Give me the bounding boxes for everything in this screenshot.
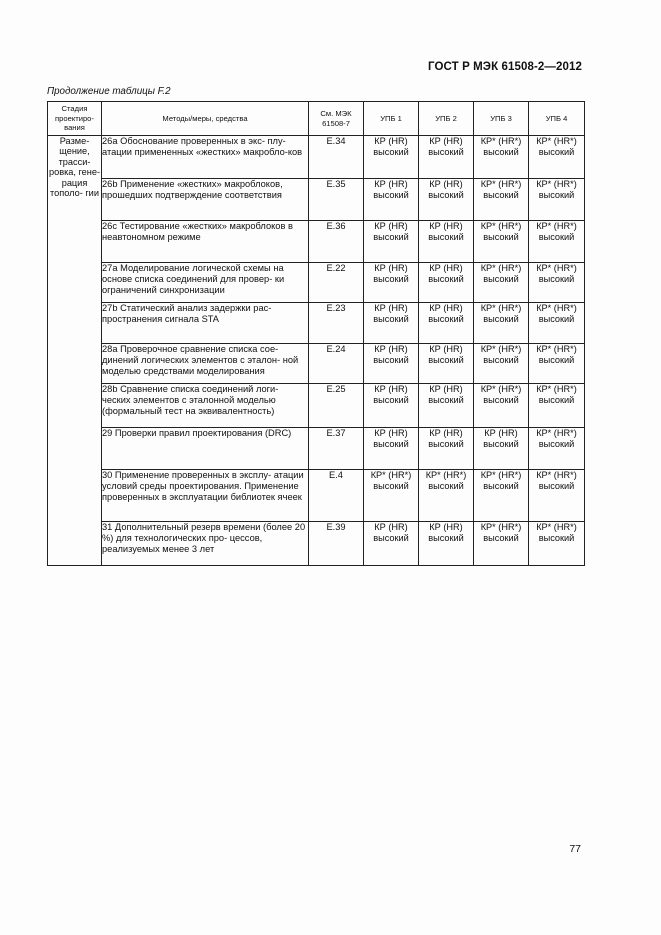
header-row bbox=[48, 102, 585, 136]
sil2-cell: КР (HR) высокий bbox=[419, 303, 474, 344]
sil1-cell: КР (HR) высокий bbox=[364, 303, 419, 344]
sil4-cell: КР* (HR*) высокий bbox=[529, 344, 585, 384]
col-header-sil1: УПБ 1 bbox=[364, 102, 419, 136]
method-cell: 30 Применение проверенных в эксплу- атации условий среды проектирования. Применение проверенных в эксплуатации библиотек ячеек bbox=[102, 470, 309, 522]
sil1-cell: КР (HR) высокий bbox=[364, 384, 419, 428]
sil4-cell: КР* (HR*) высокий bbox=[529, 384, 585, 428]
sil4-cell: КР* (HR*) высокий bbox=[529, 179, 585, 221]
sil3-cell: КР* (HR*) высокий bbox=[474, 179, 529, 221]
sil4-cell: КР* (HR*) высокий bbox=[529, 522, 585, 566]
methods-table bbox=[47, 101, 585, 566]
sil2-cell: КР (HR) высокий bbox=[419, 221, 474, 263]
col-header-stage: Стадия проектиро- вания bbox=[48, 102, 102, 136]
sil1-cell: КР (HR) высокий bbox=[364, 263, 419, 303]
sil2-cell: КР (HR) высокий bbox=[419, 263, 474, 303]
table-row bbox=[48, 303, 585, 344]
sil1-cell: КР (HR) высокий bbox=[364, 344, 419, 384]
sil2-cell: КР (HR) высокий bbox=[419, 344, 474, 384]
col-header-sil2: УПБ 2 bbox=[419, 102, 474, 136]
sil3-cell: КР* (HR*) высокий bbox=[474, 344, 529, 384]
sil2-cell: КР (HR) высокий bbox=[419, 384, 474, 428]
table-caption: Продолжение таблицы F.2 bbox=[47, 86, 171, 97]
sil1-cell: КР (HR) высокий bbox=[364, 221, 419, 263]
sil4-cell: КР* (HR*) высокий bbox=[529, 221, 585, 263]
sil2-cell: КР* (HR*) высокий bbox=[419, 470, 474, 522]
sil2-cell: КР (HR) высокий bbox=[419, 428, 474, 470]
stage-cell: Разме- щение, трасси- ровка, гене- рация тополо- гии bbox=[48, 136, 102, 566]
method-cell: 27a Моделирование логической схемы на основе списка соединений для провер- ки ограничений синхронизации bbox=[102, 263, 309, 303]
sil3-cell: КР* (HR*) высокий bbox=[474, 221, 529, 263]
sil2-cell: КР (HR) высокий bbox=[419, 522, 474, 566]
page-number: 77 bbox=[569, 843, 581, 855]
col-header-reference: См. МЭК 61508-7 bbox=[309, 102, 364, 136]
reference-cell: E.34 bbox=[309, 136, 364, 179]
sil1-cell: КР (HR) высокий bbox=[364, 428, 419, 470]
reference-cell: E.22 bbox=[309, 263, 364, 303]
reference-cell: E.23 bbox=[309, 303, 364, 344]
table-row bbox=[48, 522, 585, 566]
table-row bbox=[48, 179, 585, 221]
sil3-cell: КР* (HR*) высокий bbox=[474, 470, 529, 522]
sil4-cell: КР* (HR*) высокий bbox=[529, 470, 585, 522]
sil4-cell: КР* (HR*) высокий bbox=[529, 303, 585, 344]
sil3-cell: КР (HR) высокий bbox=[474, 428, 529, 470]
sil3-cell: КР* (HR*) высокий bbox=[474, 384, 529, 428]
sil3-cell: КР* (HR*) высокий bbox=[474, 263, 529, 303]
reference-cell: E.35 bbox=[309, 179, 364, 221]
sil1-cell: КР (HR) высокий bbox=[364, 522, 419, 566]
table-row bbox=[48, 136, 585, 179]
method-cell: 28a Проверочное сравнение списка сое- динений логических элементов с эталон- ной моделью средствами моделирования bbox=[102, 344, 309, 384]
sil1-cell: КР* (HR*) высокий bbox=[364, 470, 419, 522]
table-row bbox=[48, 428, 585, 470]
reference-cell: E.4 bbox=[309, 470, 364, 522]
sil1-cell: КР (HR) высокий bbox=[364, 136, 419, 179]
method-cell: 27b Статический анализ задержки рас- пространения сигнала STA bbox=[102, 303, 309, 344]
method-cell: 26c Тестирование «жестких» макроблоков в неавтономном режиме bbox=[102, 221, 309, 263]
reference-cell: E.39 bbox=[309, 522, 364, 566]
reference-cell: E.37 bbox=[309, 428, 364, 470]
sil4-cell: КР* (HR*) высокий bbox=[529, 428, 585, 470]
method-cell: 29 Проверки правил проектирования (DRC) bbox=[102, 428, 309, 470]
sil4-cell: КР* (HR*) высокий bbox=[529, 263, 585, 303]
sil2-cell: КР (HR) высокий bbox=[419, 179, 474, 221]
table-row bbox=[48, 344, 585, 384]
table-row bbox=[48, 384, 585, 428]
col-header-methods: Методы/меры, средства bbox=[102, 102, 309, 136]
sil4-cell: КР* (HR*) высокий bbox=[529, 136, 585, 179]
reference-cell: E.36 bbox=[309, 221, 364, 263]
document-id: ГОСТ Р МЭК 61508-2—2012 bbox=[428, 61, 582, 73]
sil3-cell: КР* (HR*) высокий bbox=[474, 522, 529, 566]
sil3-cell: КР* (HR*) высокий bbox=[474, 303, 529, 344]
table-row bbox=[48, 470, 585, 522]
method-cell: 31 Дополнительный резерв времени (более 20 %) для технологических про- цессов, реализуемых менее 3 лет bbox=[102, 522, 309, 566]
col-header-sil3: УПБ 3 bbox=[474, 102, 529, 136]
reference-cell: E.25 bbox=[309, 384, 364, 428]
table-row bbox=[48, 221, 585, 263]
method-cell: 26b Применение «жестких» макроблоков, прошедших подтверждение соответствия bbox=[102, 179, 309, 221]
reference-cell: E.24 bbox=[309, 344, 364, 384]
sil2-cell: КР (HR) высокий bbox=[419, 136, 474, 179]
method-cell: 28b Сравнение списка соединений логи- ческих элементов с эталонной моделью (формальный тест на эквивалентность) bbox=[102, 384, 309, 428]
col-header-sil4: УПБ 4 bbox=[529, 102, 585, 136]
sil1-cell: КР (HR) высокий bbox=[364, 179, 419, 221]
sil3-cell: КР* (HR*) высокий bbox=[474, 136, 529, 179]
table-row bbox=[48, 263, 585, 303]
method-cell: 26a Обоснование проверенных в экс- плу-атации примененных «жестких» макробло-ков bbox=[102, 136, 309, 179]
